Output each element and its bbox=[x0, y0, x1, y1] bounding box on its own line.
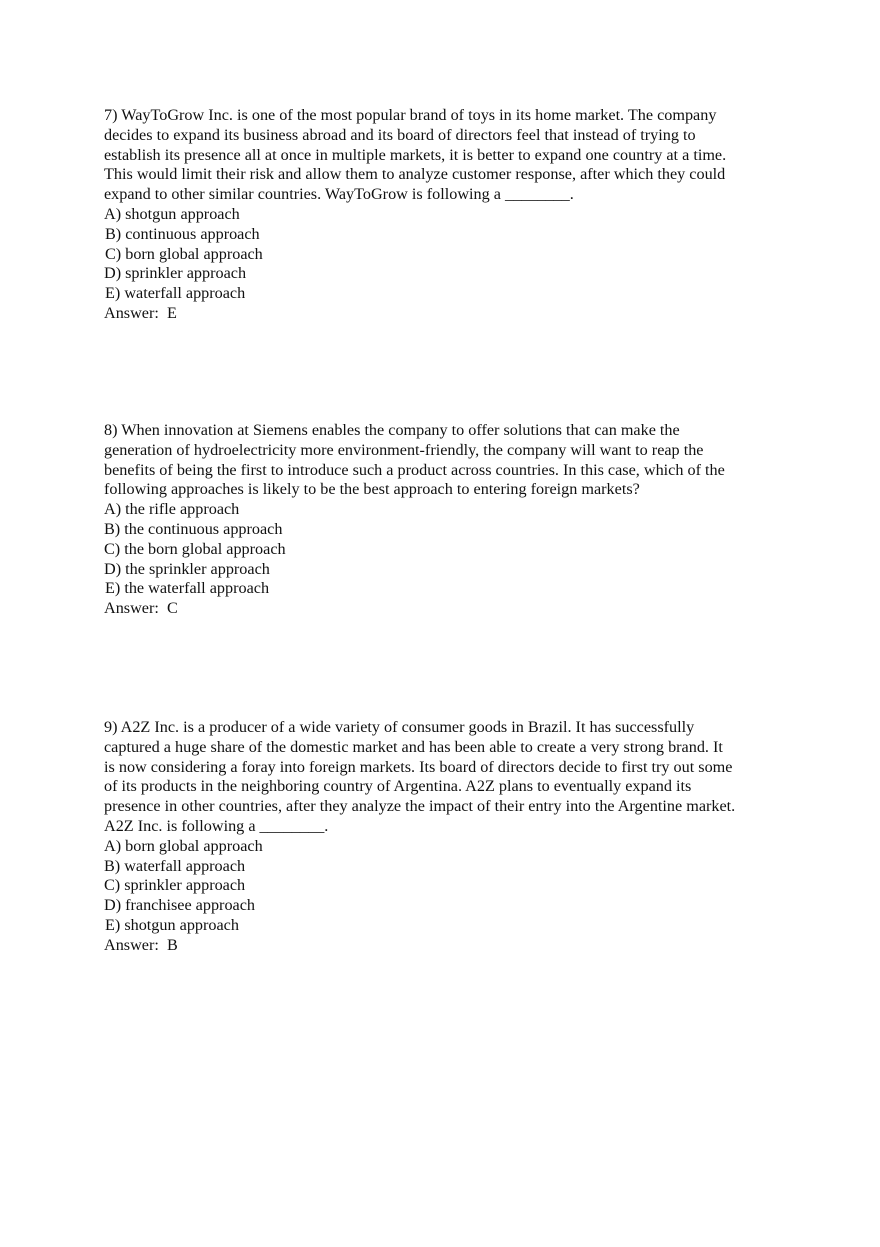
question-text-line: following approaches is likely to be the best approach to entering foreign markets? bbox=[104, 480, 640, 499]
answer-key: Answer: C bbox=[104, 599, 178, 618]
answer-options bbox=[104, 500, 794, 599]
question-stem bbox=[104, 106, 794, 205]
option-b: B) waterfall approach bbox=[104, 856, 246, 875]
question-text-line: expand to other similar countries. WayToGrow is following a ________. bbox=[104, 185, 574, 204]
option-c: C) born global approach bbox=[105, 244, 263, 263]
question-text-line: is now considering a foray into foreign markets. Its board of directors decide to first try out some bbox=[104, 757, 733, 776]
option-d: D) franchisee approach bbox=[104, 896, 255, 915]
question-text-line: This would limit their risk and allow them to analyze customer response, after which they could bbox=[104, 165, 726, 184]
question-text-line: benefits of being the first to introduce such a product across countries. In this case, which of the bbox=[104, 460, 725, 479]
question-text-line: 7) WayToGrow Inc. is one of the most popular brand of toys in its home market. The company bbox=[104, 106, 717, 124]
question-stem bbox=[104, 421, 794, 500]
option-b: B) continuous approach bbox=[105, 224, 260, 243]
option-e: E) shotgun approach bbox=[105, 915, 239, 934]
question-text-line: 9) A2Z Inc. is a producer of a wide variety of consumer goods in Brazil. It has successfully bbox=[104, 718, 695, 736]
question-stem bbox=[104, 718, 794, 837]
answer-options bbox=[104, 205, 794, 304]
question-text-line: of its products in the neighboring country of Argentina. A2Z plans to eventually expand its bbox=[104, 777, 692, 796]
option-a: A) the rifle approach bbox=[104, 500, 240, 519]
question-text-line: captured a huge share of the domestic market and has been able to create a very strong brand. It bbox=[104, 737, 723, 756]
question-text-line: 8) When innovation at Siemens enables the company to offer solutions that can make the bbox=[104, 421, 680, 439]
option-a: A) shotgun approach bbox=[104, 204, 240, 223]
question-text-line: decides to expand its business abroad and its board of directors feel that instead of trying to bbox=[104, 125, 696, 144]
option-d: D) sprinkler approach bbox=[104, 264, 247, 283]
answer-key: Answer: B bbox=[104, 935, 178, 954]
option-b: B) the continuous approach bbox=[104, 519, 283, 538]
option-e: E) waterfall approach bbox=[105, 284, 246, 303]
option-d: D) the sprinkler approach bbox=[104, 559, 270, 578]
answer-key: Answer: E bbox=[104, 303, 177, 322]
answer-options bbox=[104, 837, 794, 936]
option-c: C) the born global approach bbox=[104, 539, 286, 558]
option-c: C) sprinkler approach bbox=[104, 876, 246, 895]
question-7 bbox=[104, 106, 794, 324]
option-a: A) born global approach bbox=[104, 836, 263, 855]
question-9 bbox=[104, 718, 794, 956]
question-8 bbox=[104, 421, 794, 619]
option-e: E) the waterfall approach bbox=[105, 579, 270, 598]
question-text-line: presence in other countries, after they analyze the impact of their entry into the Argentine market. bbox=[104, 797, 736, 816]
question-text-line: A2Z Inc. is following a ________. bbox=[104, 816, 329, 835]
question-text-line: generation of hydroelectricity more environment-friendly, the company will want to reap the bbox=[104, 440, 704, 459]
question-text-line: establish its presence all at once in multiple markets, it is better to expand one country at a time. bbox=[104, 145, 727, 164]
